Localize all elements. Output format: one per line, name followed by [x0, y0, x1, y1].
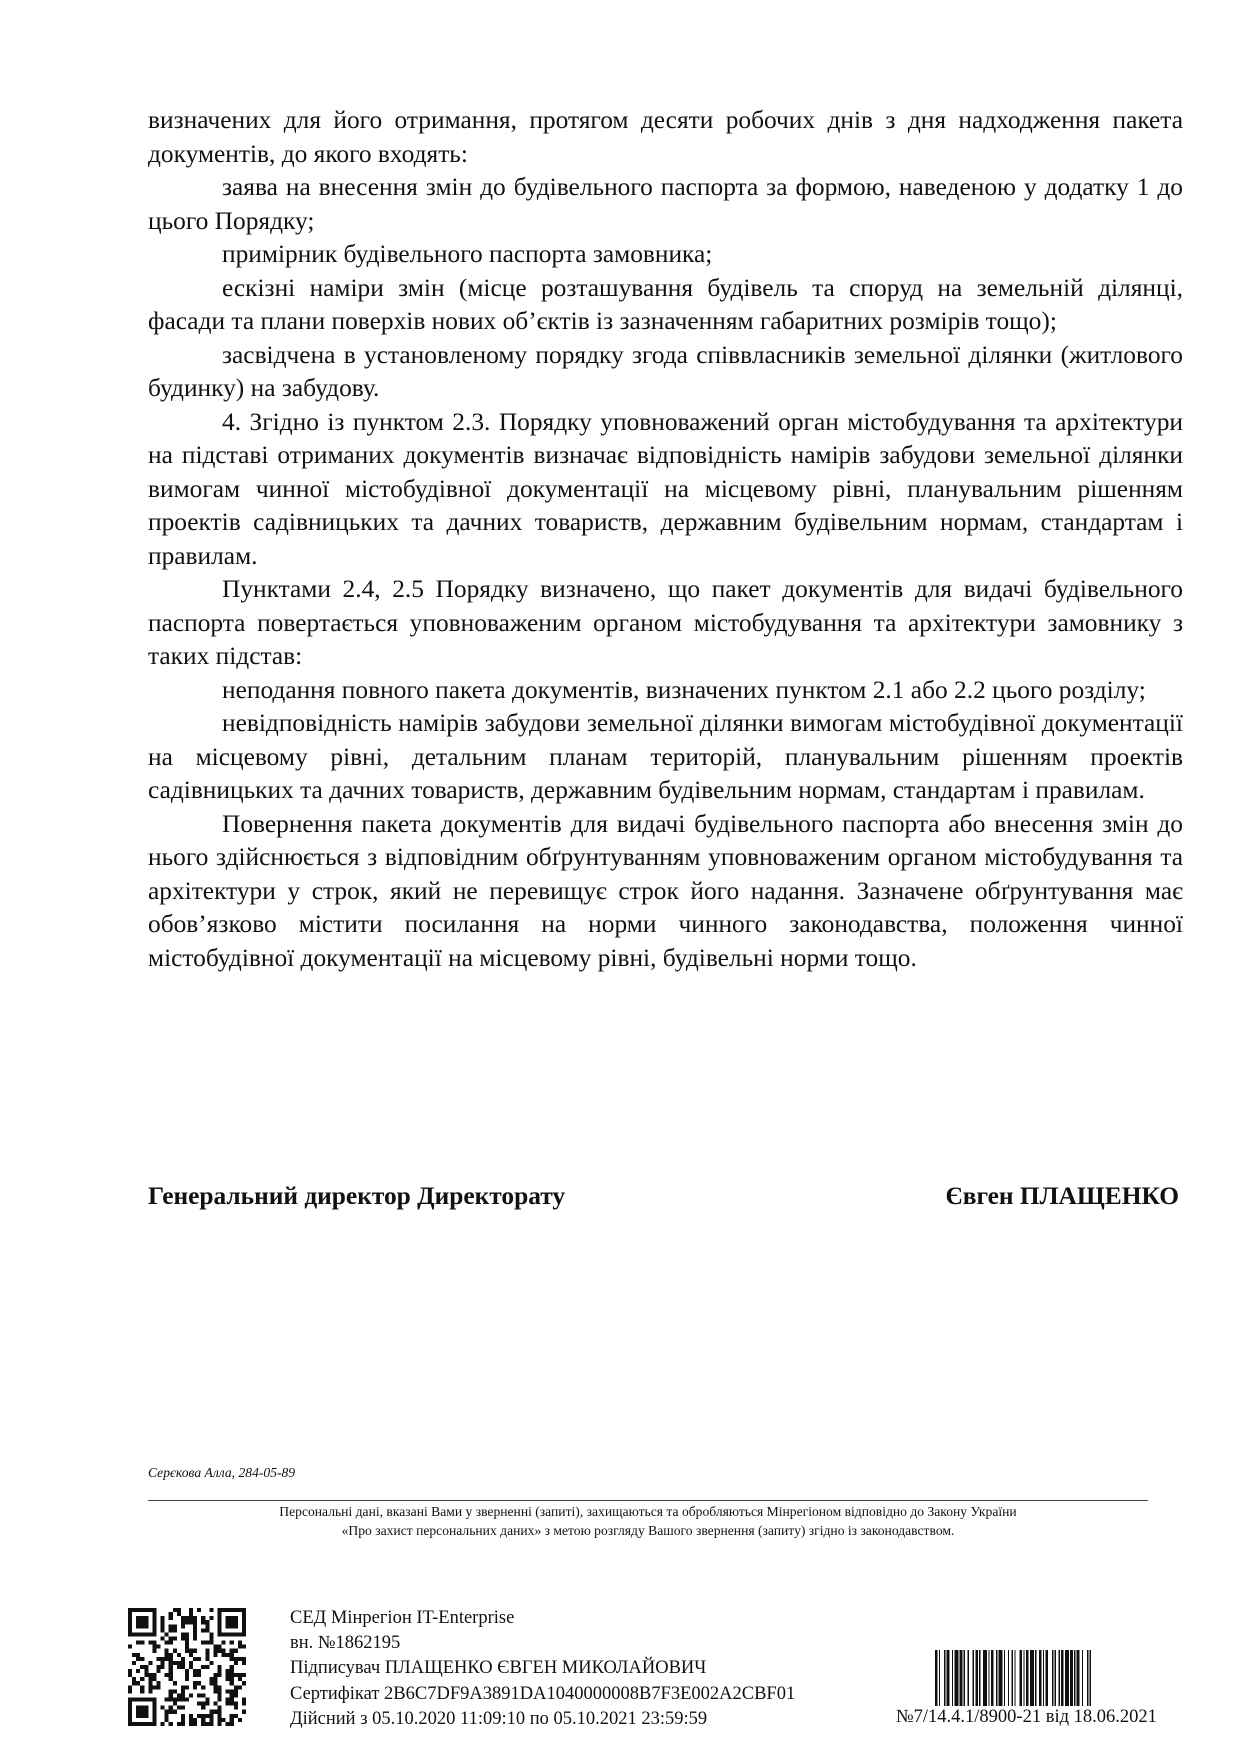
privacy-notice-line: «Про захист персональних даних» з метою розгляду Вашого звернення (запиту) згідно із законодавством.	[341, 1523, 955, 1538]
body-paragraph: примірник будівельного паспорта замовника;	[222, 240, 713, 268]
footer-divider	[148, 1500, 1148, 1501]
body-paragraph: заява на внесення змін до будівельного паспорта за формою, наведеною у додатку 1 до цього Порядку;	[148, 173, 1183, 235]
internal-number: вн. №1862195	[290, 1633, 401, 1654]
body-paragraph: неподання повного пакета документів, визначених пунктом 2.1 або 2.2 цього розділу;	[222, 675, 1146, 704]
signer-name: Підписувач ПЛАЩЕНКО ЄВГЕН МИКОЛАЙОВИЧ	[290, 1658, 707, 1679]
privacy-notice	[148, 1502, 1148, 1540]
electronic-signature-block	[290, 1606, 795, 1732]
registration-number: №7/14.4.1/8900-21 від 18.06.2021	[896, 1707, 1157, 1727]
signatory-name: Євген ПЛАЩЕНКО	[945, 1182, 1179, 1210]
privacy-notice-line: Персональні дані, вказані Вами у зверненні (запиті), захищаються та обробляються Мінрегіоном відповідно до Закону України	[279, 1504, 1017, 1519]
body-paragraph: невідповідність намірів забудови земельної ділянки вимогам містобудівної документації на місцевому рівні, детальним планам територій, планувальним рішенням проектів садівницьких та дачних товариств, державним будівельним нормам, стандартам і правилам.	[148, 709, 1183, 804]
barcode-icon	[935, 1650, 1147, 1706]
body-paragraph: 4. Згідно із пунктом 2.3. Порядку уповноважений орган містобудування та архітектури на підставі отриманих документів визначає відповідність намірів забудови земельної ділянки вимогам чинної містобудівної документації на місцевому рівні, планувальним рішенням проектів садівницьких та дачних товариств, державним будівельним нормам, стандартам і правилам.	[148, 407, 1183, 570]
body-paragraph: Пунктами 2.4, 2.5 Порядку визначено, що пакет документів для видачі будівельного паспорта повертається уповноваженим органом містобудування та архітектури замовнику з таких підстав:	[148, 575, 1183, 670]
certificate-id: Сертифікат 2B6C7DF9A3891DA1040000008B7F3E002A2CBF01	[290, 1683, 796, 1704]
body-paragraph: ескізні наміри змін (місце розташування будівель та споруд на земельній ділянці, фасади та плани поверхів нових об’єктів із зазначенням габаритних розмірів тощо);	[148, 273, 1183, 335]
body-paragraph: визначених для його отримання, протягом десяти робочих днів з дня надходження пакета документів, до якого входять:	[148, 106, 1183, 168]
body-paragraph: Повернення пакета документів для видачі будівельного паспорта або внесення змін до нього здійснюється з відповідним обґрунтуванням уповноваженим органом містобудування та архітектури у строк, який не перевищує строк його надання. Зазначене обґрунтування має обов’язково містити посилання на норми чинного законодавства, положення чинної містобудівної документації на місцевому рівні, будівельні норми тощо.	[148, 809, 1183, 972]
body-paragraph: засвідчена в установленому порядку згода співвласників земельної ділянки (житлового будинку) на забудову.	[148, 340, 1183, 402]
executor-contact: Серєкова Алла, 284-05-89	[148, 1465, 296, 1480]
sed-system-name: СЕД Мінрегіон IT-Enterprise	[290, 1608, 515, 1628]
qr-code-icon	[128, 1608, 246, 1726]
certificate-validity: Дійсний з 05.10.2020 11:09:10 по 05.10.2021 23:59:59	[290, 1708, 708, 1729]
signatory-title: Генеральний директор Директорату	[148, 1182, 566, 1210]
letter-body	[148, 104, 1183, 975]
